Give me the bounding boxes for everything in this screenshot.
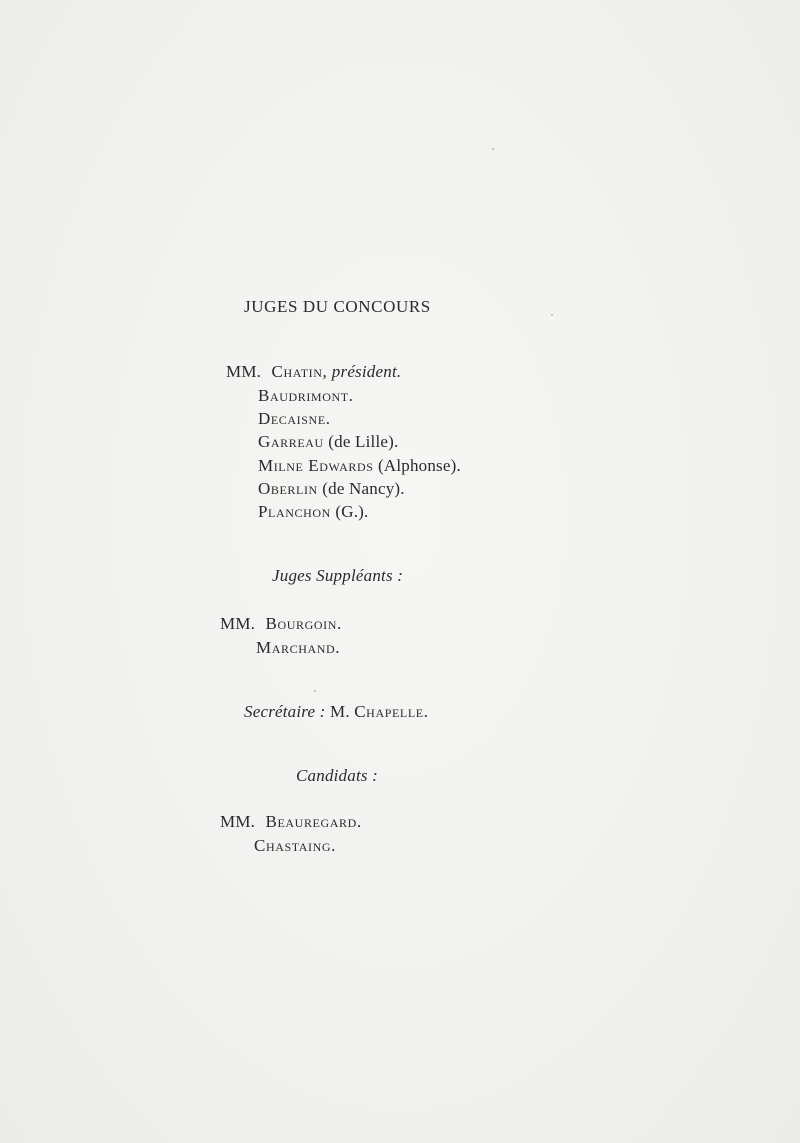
juge-note: (de Nancy). — [322, 479, 405, 498]
secretaire-line — [244, 702, 429, 722]
page-title: JUGES DU CONCOURS — [244, 297, 431, 316]
juge-name: Milne Edwards — [258, 456, 374, 475]
juge-line-1 — [226, 362, 401, 382]
candidat-line-2 — [254, 836, 336, 856]
secretaire-name: Chapelle. — [354, 702, 429, 721]
juge-line-4 — [258, 432, 398, 452]
juge-name: Chatin, — [271, 362, 328, 381]
juge-note: (G.). — [335, 502, 369, 521]
suppleant-name: Bourgoin. — [265, 614, 342, 633]
juge-line-7 — [258, 502, 368, 522]
juge-line-2 — [258, 386, 354, 406]
suppleant-line-1 — [220, 614, 342, 634]
paper-speck — [551, 314, 553, 316]
candidat-name: Chastaing. — [254, 836, 336, 855]
juge-role: président. — [331, 362, 402, 381]
juge-name: Baudrimont. — [258, 386, 354, 405]
suppleant-name: Marchand. — [256, 638, 341, 657]
juge-name: Decaisne. — [258, 409, 331, 428]
candidat-name: Beauregard. — [265, 812, 362, 831]
juge-line-5 — [258, 456, 461, 476]
juge-line-3 — [258, 409, 331, 429]
secretaire-label: Secrétaire : — [244, 702, 326, 721]
suppleants-heading: Juges Suppléants : — [272, 566, 404, 585]
paper-speck — [492, 148, 494, 150]
juges-prefix: MM. — [226, 362, 262, 381]
paper-speck — [314, 690, 316, 692]
candidats-heading: Candidats : — [296, 766, 379, 785]
suppleants-prefix: MM. — [220, 614, 256, 633]
juge-name: Planchon — [258, 502, 331, 521]
juge-line-6 — [258, 479, 405, 499]
juge-name: Oberlin — [258, 479, 318, 498]
candidat-line-1 — [220, 812, 362, 832]
juge-name: Garreau — [258, 432, 324, 451]
suppleant-line-2 — [256, 638, 340, 658]
candidats-prefix: MM. — [220, 812, 256, 831]
juge-note: (de Lille). — [328, 432, 399, 451]
secretaire-prefix: M. — [330, 702, 350, 721]
juge-note: (Alphonse). — [378, 456, 461, 475]
